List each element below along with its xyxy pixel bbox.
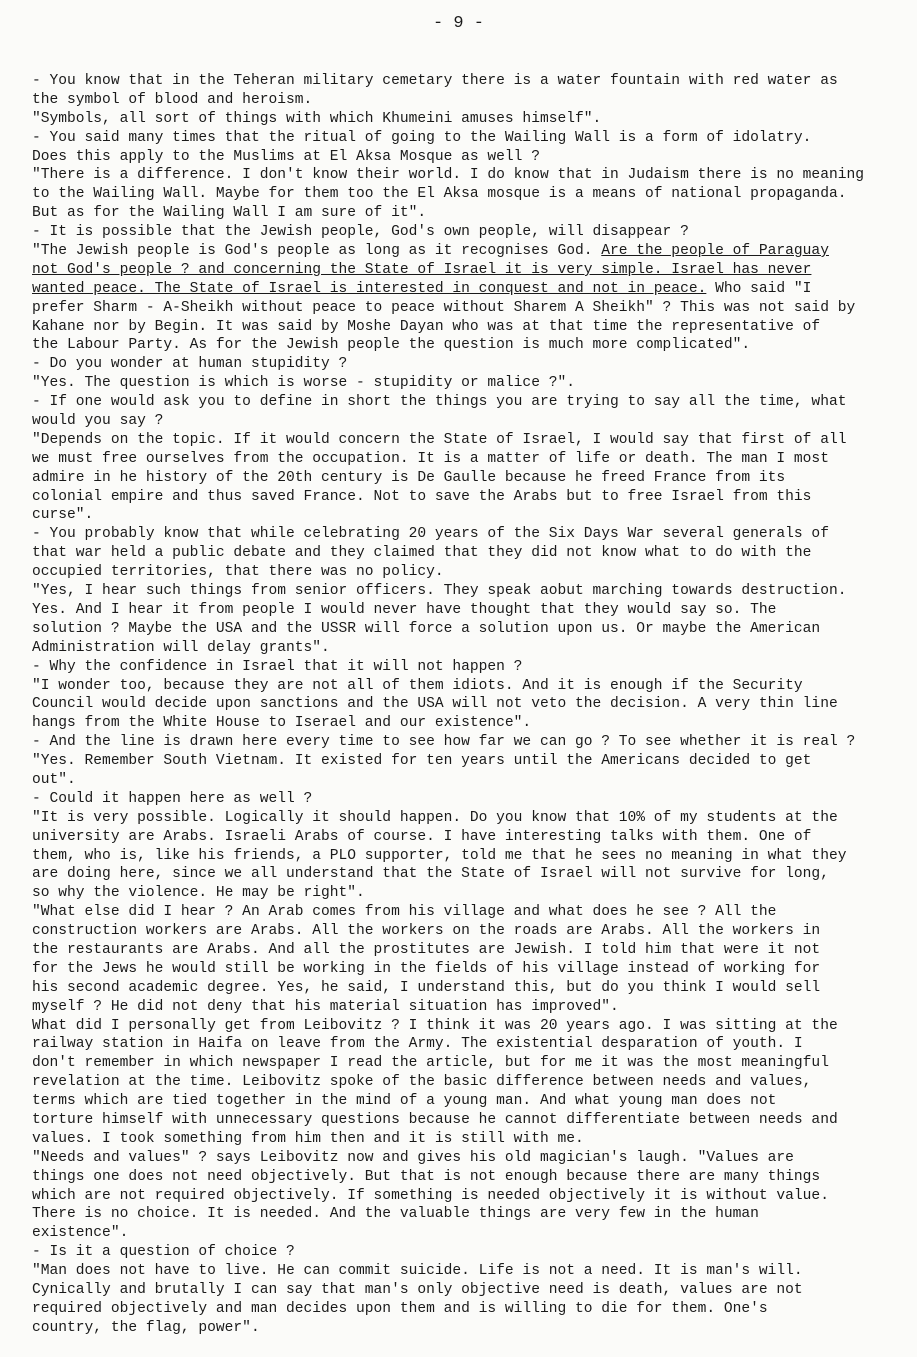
text-line: things one does not need objectively. But that is not enough because there are many things — [32, 1168, 821, 1185]
text-line: are doing here, since we all understand that the State of Israel will not survive for long, — [32, 866, 829, 883]
text-line: hangs from the White House to Iserael and our existence". — [32, 715, 532, 732]
text-line: Administration will delay grants". — [32, 639, 330, 656]
text-line: "It is very possible. Logically it should happen. Do you know that 10% of my students at the — [32, 809, 838, 826]
text-line: so why the violence. He may be right". — [32, 885, 365, 902]
text-line: curse". — [32, 507, 94, 524]
underlined-passage: Are the people of Paraguay — [601, 243, 829, 260]
text-line: Yes. And I hear it from people I would never have thought that they would say so. The — [32, 601, 777, 618]
text-line: - You said many times that the ritual of going to the Wailing Wall is a form of idolatry. — [32, 129, 812, 146]
text-line: "Yes. The question is which is worse - stupidity or malice ?". — [32, 375, 575, 392]
document-body — [32, 72, 900, 1338]
text-line: myself ? He did not deny that his material situation has improved". — [32, 998, 619, 1015]
text-line: - You probably know that while celebrating 20 years of the Six Days War several generals of — [32, 526, 829, 543]
text-line: railway station in Haifa on leave from the Army. The existential desparation of youth. I — [32, 1036, 803, 1053]
text-line: - Could it happen here as well ? — [32, 790, 313, 807]
text-line: values. I took something from him then and it is still with me. — [32, 1130, 584, 1147]
text-line: prefer Sharm - A-Sheikh without peace to peace without Sharem A Sheikh" ? This was not said by — [32, 299, 856, 316]
text-line: revelation at the time. Leibovitz spoke of the basic difference between needs and values, — [32, 1074, 812, 1091]
text-line: for the Jews he would still be working in the fields of his village instead of working for — [32, 960, 821, 977]
text-line: terms which are tied together in the mind of a young man. And what young man does not — [32, 1093, 777, 1110]
text-line: - If one would ask you to define in short the things you are trying to say all the time, what — [32, 394, 847, 411]
text-line: Council would decide upon sanctions and the USA will not veto the decision. A very thin line — [32, 696, 838, 713]
underlined-passage: wanted peace. The State of Israel is interested in conquest and not in peace. — [32, 280, 707, 297]
text-line: - Why the confidence in Israel that it will not happen ? — [32, 658, 523, 675]
text-line: - Do you wonder at human stupidity ? — [32, 356, 348, 373]
text-line: - Is it a question of choice ? — [32, 1244, 295, 1261]
text-line: But as for the Wailing Wall I am sure of it". — [32, 205, 427, 222]
text-line: to the Wailing Wall. Maybe for them too the El Aksa mosque is a means of national propaganda. — [32, 186, 847, 203]
text-line: required objectively and man decides upon them and is willing to die for them. One's — [32, 1300, 768, 1317]
text-line: the restaurants are Arabs. And all the prostitutes are Jewish. I told him that were it not — [32, 941, 821, 958]
text-line: "What else did I hear ? An Arab comes from his village and what does he see ? All the — [32, 904, 777, 921]
text-line: There is no choice. It is needed. And the valuable things are very few in the human — [32, 1206, 759, 1223]
text-line: university are Arabs. Israeli Arabs of course. I have interesting talks with them. One of — [32, 828, 812, 845]
text-line: "Yes, I hear such things from senior officers. They speak aobut marching towards destruction. — [32, 583, 847, 600]
text-line: torture himself with unnecessary questions because he cannot differentiate between needs and — [32, 1111, 838, 1128]
text-line: - And the line is drawn here every time to see how far we can go ? To see whether it is real ? — [32, 734, 856, 751]
text-line: Cynically and brutally I can say that man's only objective need is death, values are not — [32, 1282, 803, 1298]
text-line: "Depends on the topic. If it would concern the State of Israel, I would say that first of all — [32, 431, 847, 448]
text-line: "Symbols, all sort of things with which Khumeini amuses himself". — [32, 110, 602, 127]
text-line: "I wonder too, because they are not all of them idiots. And it is enough if the Security — [32, 677, 803, 694]
text-line: them, who is, like his friends, a PLO supporter, told me that he sees no meaning in what they — [32, 847, 847, 864]
text-line: that war held a public debate and they claimed that they did not know what to do with the — [32, 545, 812, 562]
text-line: colonial empire and thus saved France. Not to save the Arabs but to free Israel from this — [32, 488, 812, 505]
text-line: country, the flag, power". — [32, 1319, 260, 1336]
text-line: What did I personally get from Leibovitz ? I think it was 20 years ago. I was sitting at the — [32, 1017, 838, 1034]
text-line: the symbol of blood and heroism. — [32, 91, 313, 108]
text-line: - You know that in the Teheran military cemetary there is a water fountain with red water as — [32, 73, 838, 89]
text-line: admire in he history of the 20th century is De Gaulle because he freed France from its — [32, 469, 786, 486]
text-line: we must free ourselves from the occupation. It is a matter of life or death. The man I most — [32, 450, 829, 467]
text-line: "Man does not have to live. He can commit suicide. Life is not a need. It is man's will. — [32, 1263, 803, 1280]
text-line-underlined-start: wanted peace. The State of Israel is interested in conquest and not in peace. Who said "I — [32, 280, 812, 297]
text-line: construction workers are Arabs. All the workers on the roads are Arabs. All the workers in — [32, 923, 821, 940]
text-line: - It is possible that the Jewish people, God's own people, will disappear ? — [32, 224, 689, 241]
text-line-underlined: not God's people ? and concerning the State of Israel it is very simple. Israel has never — [32, 261, 812, 278]
text-line: Does this apply to the Muslims at El Aksa Mosque as well ? — [32, 148, 540, 165]
text-line: Kahane nor by Begin. It was said by Moshe Dayan who was at that time the representative of — [32, 318, 821, 335]
text-line: "Needs and values" ? says Leibovitz now and gives his old magician's laugh. "Values are — [32, 1149, 794, 1166]
text-line: the Labour Party. As for the Jewish people the question is much more complicated". — [32, 337, 751, 354]
text-line: out". — [32, 771, 76, 788]
text-line: his second academic degree. Yes, he said, I understand this, but do you think I would sell — [32, 979, 821, 996]
text-line: would you say ? — [32, 413, 164, 430]
text-line: "There is a difference. I don't know their world. I do know that in Judaism there is no meaning — [32, 167, 864, 184]
text-line: "Yes. Remember South Vietnam. It existed for ten years until the Americans decided to get — [32, 753, 812, 770]
page-number: - 9 - — [432, 14, 484, 33]
text-line: existence". — [32, 1225, 129, 1242]
text-line: which are not required objectively. If something is needed objectively it is without value. — [32, 1187, 829, 1204]
text-line: don't remember in which newspaper I read the article, but for me it was the most meaningful — [32, 1055, 829, 1072]
text-line-underlined-end: "The Jewish people is God's people as long as it recognises God. Are the people of Paraguay — [32, 243, 829, 260]
text-line: solution ? Maybe the USA and the USSR will force a solution upon us. Or maybe the American — [32, 620, 821, 637]
text-line: occupied territories, that there was no policy. — [32, 564, 444, 581]
